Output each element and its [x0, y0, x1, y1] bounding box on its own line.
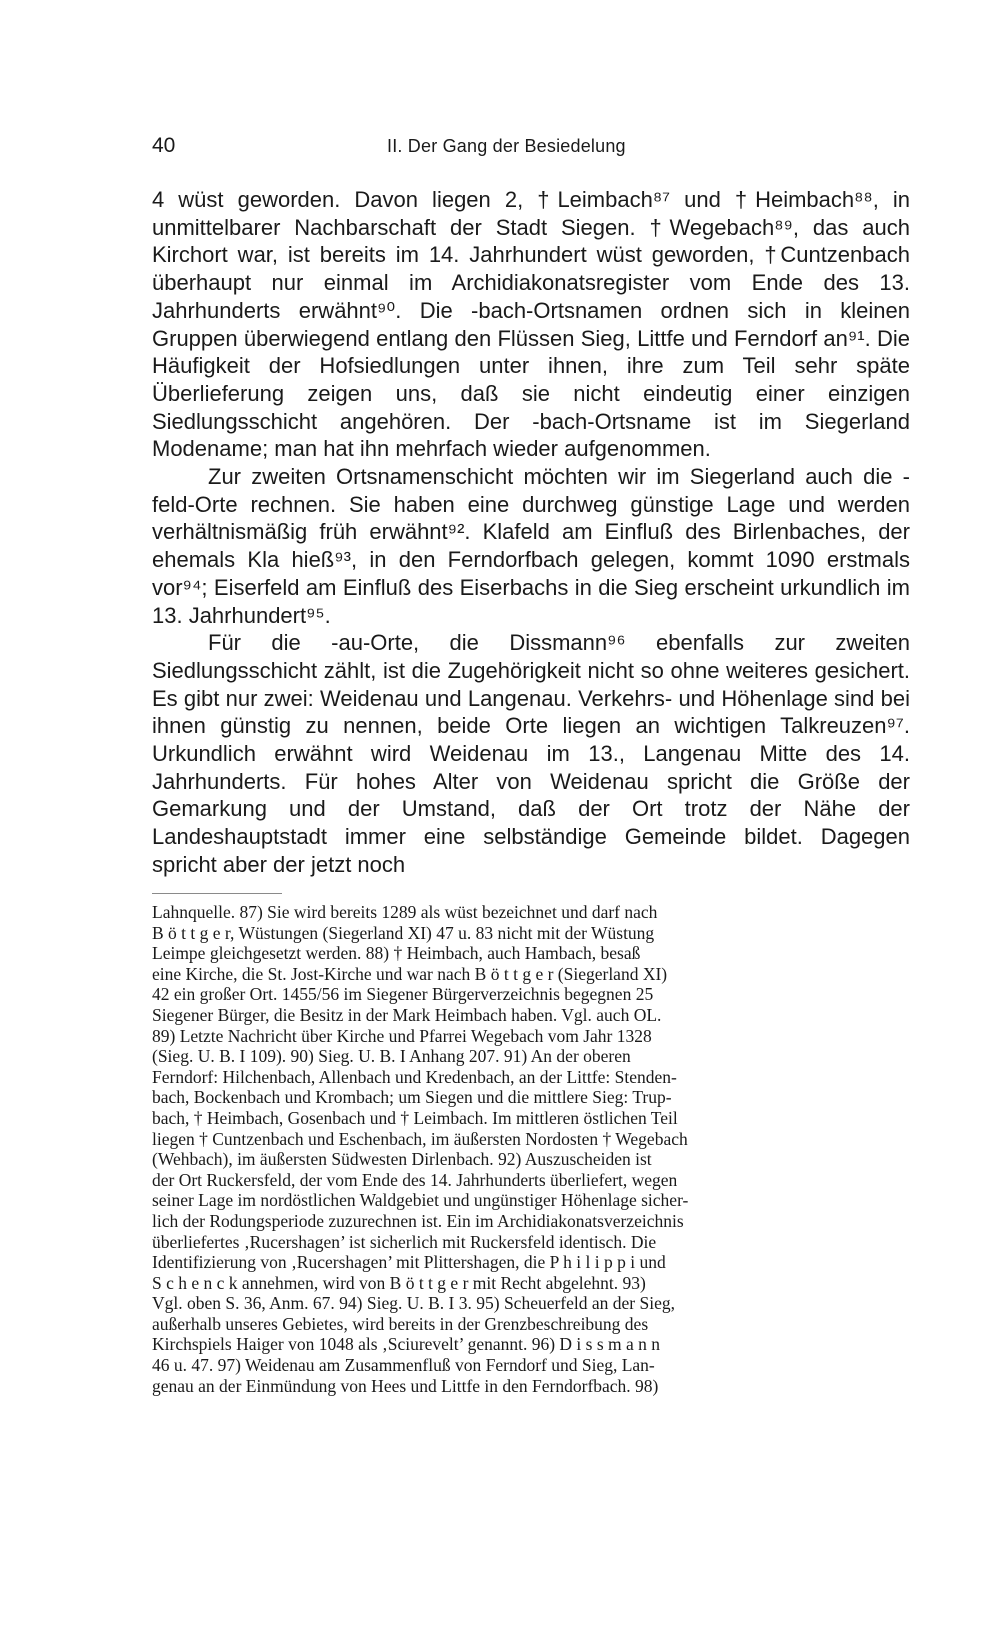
footnote-line: außerhalb unseres Gebietes, wird bereits in der Grenzbeschreibung des — [152, 1313, 649, 1334]
footnote-line: (Wehbach), im äußersten Südwesten Dirlenbach. 92) Auszuscheiden ist — [152, 1149, 652, 1170]
page-number: 40 — [152, 134, 176, 157]
footnote-line: Vgl. oben S. 36, Anm. 67. 94) Sieg. U. B. I 3. 95) Scheuerfeld an der Sieg, — [152, 1293, 675, 1314]
footnote-line: bach, Bockenbach und Krombach; um Siegen und die mittlere Sieg: Trup- — [152, 1087, 672, 1108]
footnote-line: Lahnquelle. 87) Sie wird bereits 1289 als wüst bezeichnet und darf nach — [152, 902, 658, 922]
footnote-line: liegen † Cuntzenbach und Eschenbach, im äußersten Nordosten † Wegebach — [152, 1128, 688, 1149]
footnote-line: B ö t t g e r, Wüstungen (Siegerland XI) 47 u. 83 nicht mit der Wüstung — [152, 922, 655, 943]
footnote-line: S c h e n c k annehmen, wird von B ö t t g e r mit Recht abgelehnt. 93) — [152, 1272, 646, 1293]
footnote-line: 46 u. 47. 97) Weidenau am Zusammenfluß von Ferndorf und Sieg, Lan- — [152, 1355, 655, 1376]
page-header — [152, 134, 912, 168]
footnote-divider — [152, 893, 282, 894]
footnote-line: Identifizierung von ‚Rucershagen’ mit Plittershagen, die P h i l i p p i und — [152, 1252, 666, 1273]
footnote-line: seiner Lage im nordöstlichen Waldgebiet und ungünstiger Höhenlage sicher- — [152, 1190, 689, 1211]
footnote-line: überliefertes ‚Rucershagen’ ist sicherlich mit Ruckersfeld identisch. Die — [152, 1231, 657, 1252]
footnote-line: (Sieg. U. B. I 109). 90) Sieg. U. B. I Anhang 207. 91) An der oberen — [152, 1046, 631, 1067]
paragraph: Für die -au-Orte, die Dissmann⁹⁶ ebenfalls zur zweiten Siedlungsschicht zählt, ist die Zugehörigkeit nicht so ohne weiteres gesichert. Es gibt nur zwei: Weidenau und Langenau. Verkehrs- und Höhenlage sind bei ihnen günstig zu nennen, beide Orte liegen an wichtigen Talkreuzen⁹⁷. Urkundlich erwähnt wird Weidenau im 13., Langenau Mitte des 14. Jahrhunderts. Für hohes Alter von Weidenau spricht die Größe der Gemarkung und der Umstand, daß der Ort trotz der Nähe der Landeshauptstadt immer eine selbständige Gemeinde bildet. Dagegen spricht aber der jetzt noch — [152, 630, 910, 877]
footnote-line: Siegener Bürger, die Besitz in der Mark Heimbach haben. Vgl. auch OL. — [152, 1004, 662, 1025]
paragraph: Zur zweiten Ortsnamenschicht möchten wir im Siegerland auch die -feld-Orte rechnen. Sie haben eine durchweg günstige Lage und werden verhältnismäßig früh erwähnt⁹². Klafeld am Einfluß des Birlenbaches, der ehemals Kla hieß⁹³, in den Ferndorfbach gelegen, kommt 1090 erstmals vor⁹⁴; Eiserfeld am Einfluß des Eiserbachs in die Sieg erscheint urkundlich im 13. Jahrhundert⁹⁵. — [152, 464, 910, 628]
footnote-line: Ferndorf: Hilchenbach, Allenbach und Kredenbach, an der Littfe: Stenden- — [152, 1066, 677, 1087]
footnote-line: eine Kirche, die St. Jost-Kirche und war nach B ö t t g e r (Siegerland XI) — [152, 963, 668, 984]
footnote-line: Kirchspiels Haiger von 1048 als ‚Sciurevelt’ genannt. 96) D i s s m a n n — [152, 1334, 661, 1355]
footnote-line: 89) Letzte Nachricht über Kirche und Pfarrei Wegebach vom Jahr 1328 — [152, 1025, 652, 1046]
footnote-line: genau an der Einmündung von Hees und Littfe in den Ferndorfbach. 98) — [152, 1375, 659, 1396]
footnotes — [152, 902, 912, 1396]
main-text — [152, 186, 910, 879]
footnote-line: der Ort Ruckersfeld, der vom Ende des 14. Jahrhunderts überliefert, wegen — [152, 1169, 678, 1190]
footnote-line: bach, † Heimbach, Gosenbach und † Leimbach. Im mittleren östlichen Teil — [152, 1107, 678, 1128]
running-title: II. Der Gang der Besiedelung — [387, 136, 626, 156]
footnote-line: Leimpe gleichgesetzt werden. 88) † Heimbach, auch Hambach, besaß — [152, 943, 641, 964]
footnote-line: 42 ein großer Ort. 1455/56 im Siegener Bürgerverzeichnis begegnen 25 — [152, 984, 654, 1005]
footnote-line: lich der Rodungsperiode zuzurechnen ist. Ein im Archidiakonatsverzeichnis — [152, 1210, 684, 1231]
paragraph: 4 wüst geworden. Davon liegen 2, †Leimbach⁸⁷ und †Heimbach⁸⁸, in unmittelbarer Nachbarschaft der Stadt Siegen. †Wegebach⁸⁹, das auch Kirchort war, ist bereits im 14. Jahrhundert wüst geworden, †Cuntzenbach überhaupt nur einmal im Archidiakonatsregister vom Ende des 13. Jahrhunderts erwähnt⁹⁰. Die -bach-Ortsnamen ordnen sich in kleinen Gruppen überwiegend entlang den Flüssen Sieg, Littfe und Ferndorf an⁹¹. Die Häufigkeit der Hofsiedlungen unter ihnen, ihre zum Teil sehr späte Überlieferung zeigen uns, daß sie nicht eindeutig einer einzigen Siedlungsschicht angehören. Der -bach-Ortsname ist im Siegerland Modename; man hat ihn mehrfach wieder aufgenommen. — [152, 187, 910, 462]
